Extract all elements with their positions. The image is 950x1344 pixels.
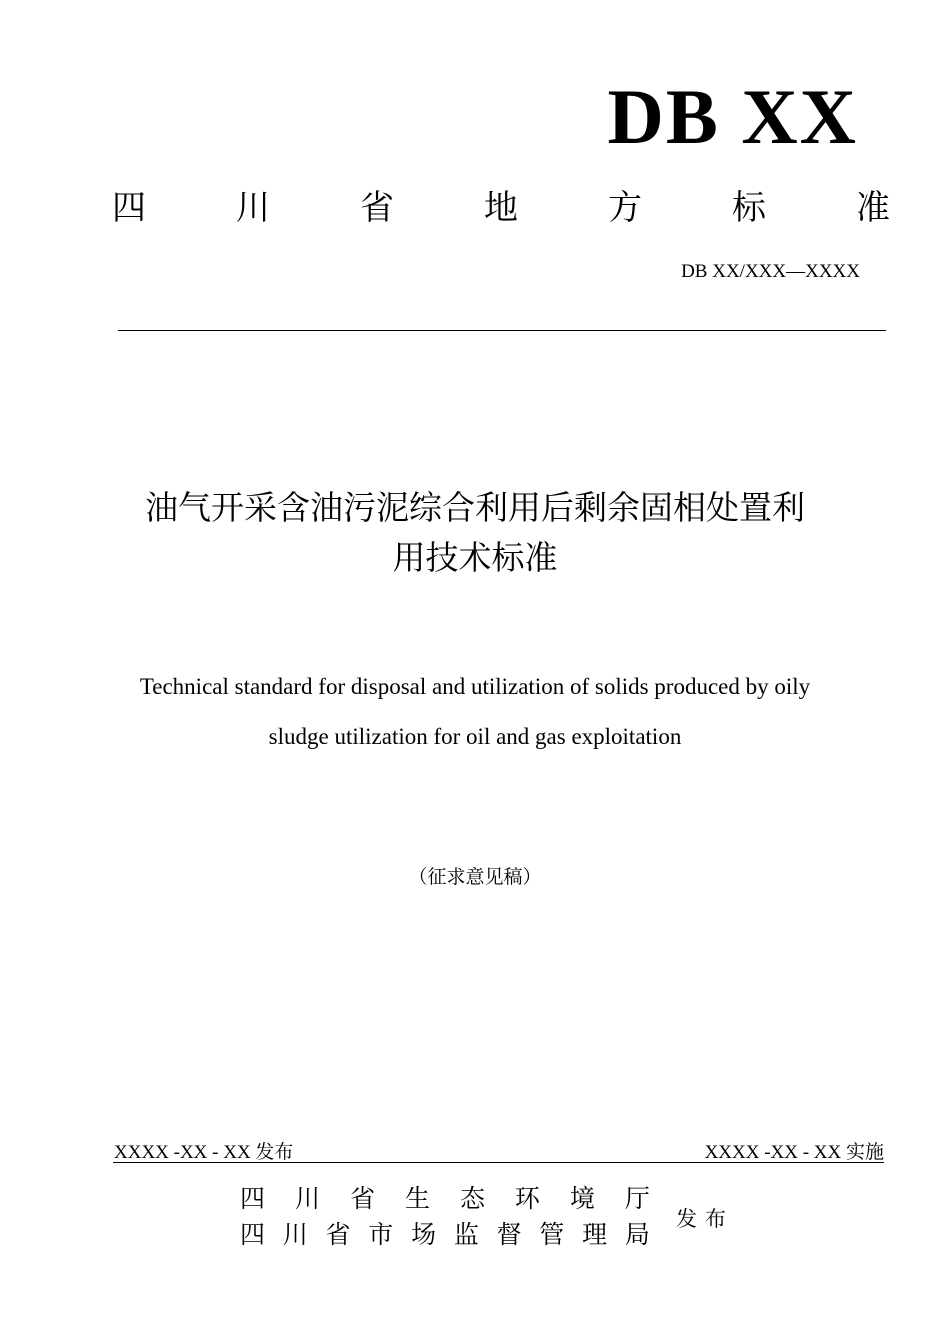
org-char: 生 [404, 1184, 430, 1213]
org-char: 态 [459, 1184, 485, 1213]
org-char: 市 [368, 1220, 394, 1249]
standard-type [112, 186, 890, 230]
org-char: 四 [240, 1220, 266, 1249]
standard-code: DB XX [607, 73, 858, 160]
standard-type-char: 地 [484, 188, 518, 228]
title-en-line: sludge utilization for oil and gas exploitation [268, 724, 682, 749]
title-chinese [0, 483, 950, 583]
standard-type-char: 标 [732, 188, 766, 228]
effective-date: XXXX -XX - XX 实施 [704, 1142, 884, 1163]
publish-label: 发布 [676, 1207, 734, 1231]
title-en-line: Technical standard for disposal and utilization of solids produced by oily [139, 674, 811, 699]
draft-label: （征求意见稿） [408, 866, 542, 888]
org-char: 省 [325, 1220, 351, 1249]
footer-divider [113, 1162, 884, 1163]
org-char: 四 [240, 1184, 266, 1213]
standard-type-char: 川 [236, 188, 270, 228]
standard-type-char: 省 [360, 188, 394, 228]
standard-type-char: 方 [608, 188, 642, 228]
title-english [0, 662, 950, 762]
title-cn-line: 用技术标准 [392, 538, 558, 577]
org-char: 理 [582, 1220, 608, 1249]
standard-number: DB XX/XXX—XXXX [681, 261, 860, 282]
standard-type-char: 准 [856, 188, 890, 228]
org-char: 监 [453, 1220, 479, 1249]
title-cn-line: 油气开采含油污泥综合利用后剩余固相处置利 [145, 488, 805, 527]
org-char: 局 [624, 1220, 650, 1249]
standard-type-char: 四 [112, 188, 146, 228]
org-char: 川 [282, 1220, 308, 1249]
org-char: 督 [496, 1220, 522, 1249]
org-char: 境 [569, 1184, 595, 1213]
org-char: 厅 [624, 1184, 650, 1213]
org-char: 管 [539, 1220, 565, 1249]
publisher-1 [240, 1183, 650, 1215]
org-char: 环 [514, 1184, 540, 1213]
publisher-2 [240, 1219, 650, 1251]
org-char: 川 [294, 1184, 320, 1213]
org-char: 场 [411, 1220, 437, 1249]
header-divider [118, 330, 886, 331]
org-char: 省 [349, 1184, 375, 1213]
issue-date: XXXX -XX - XX 发布 [114, 1142, 294, 1163]
